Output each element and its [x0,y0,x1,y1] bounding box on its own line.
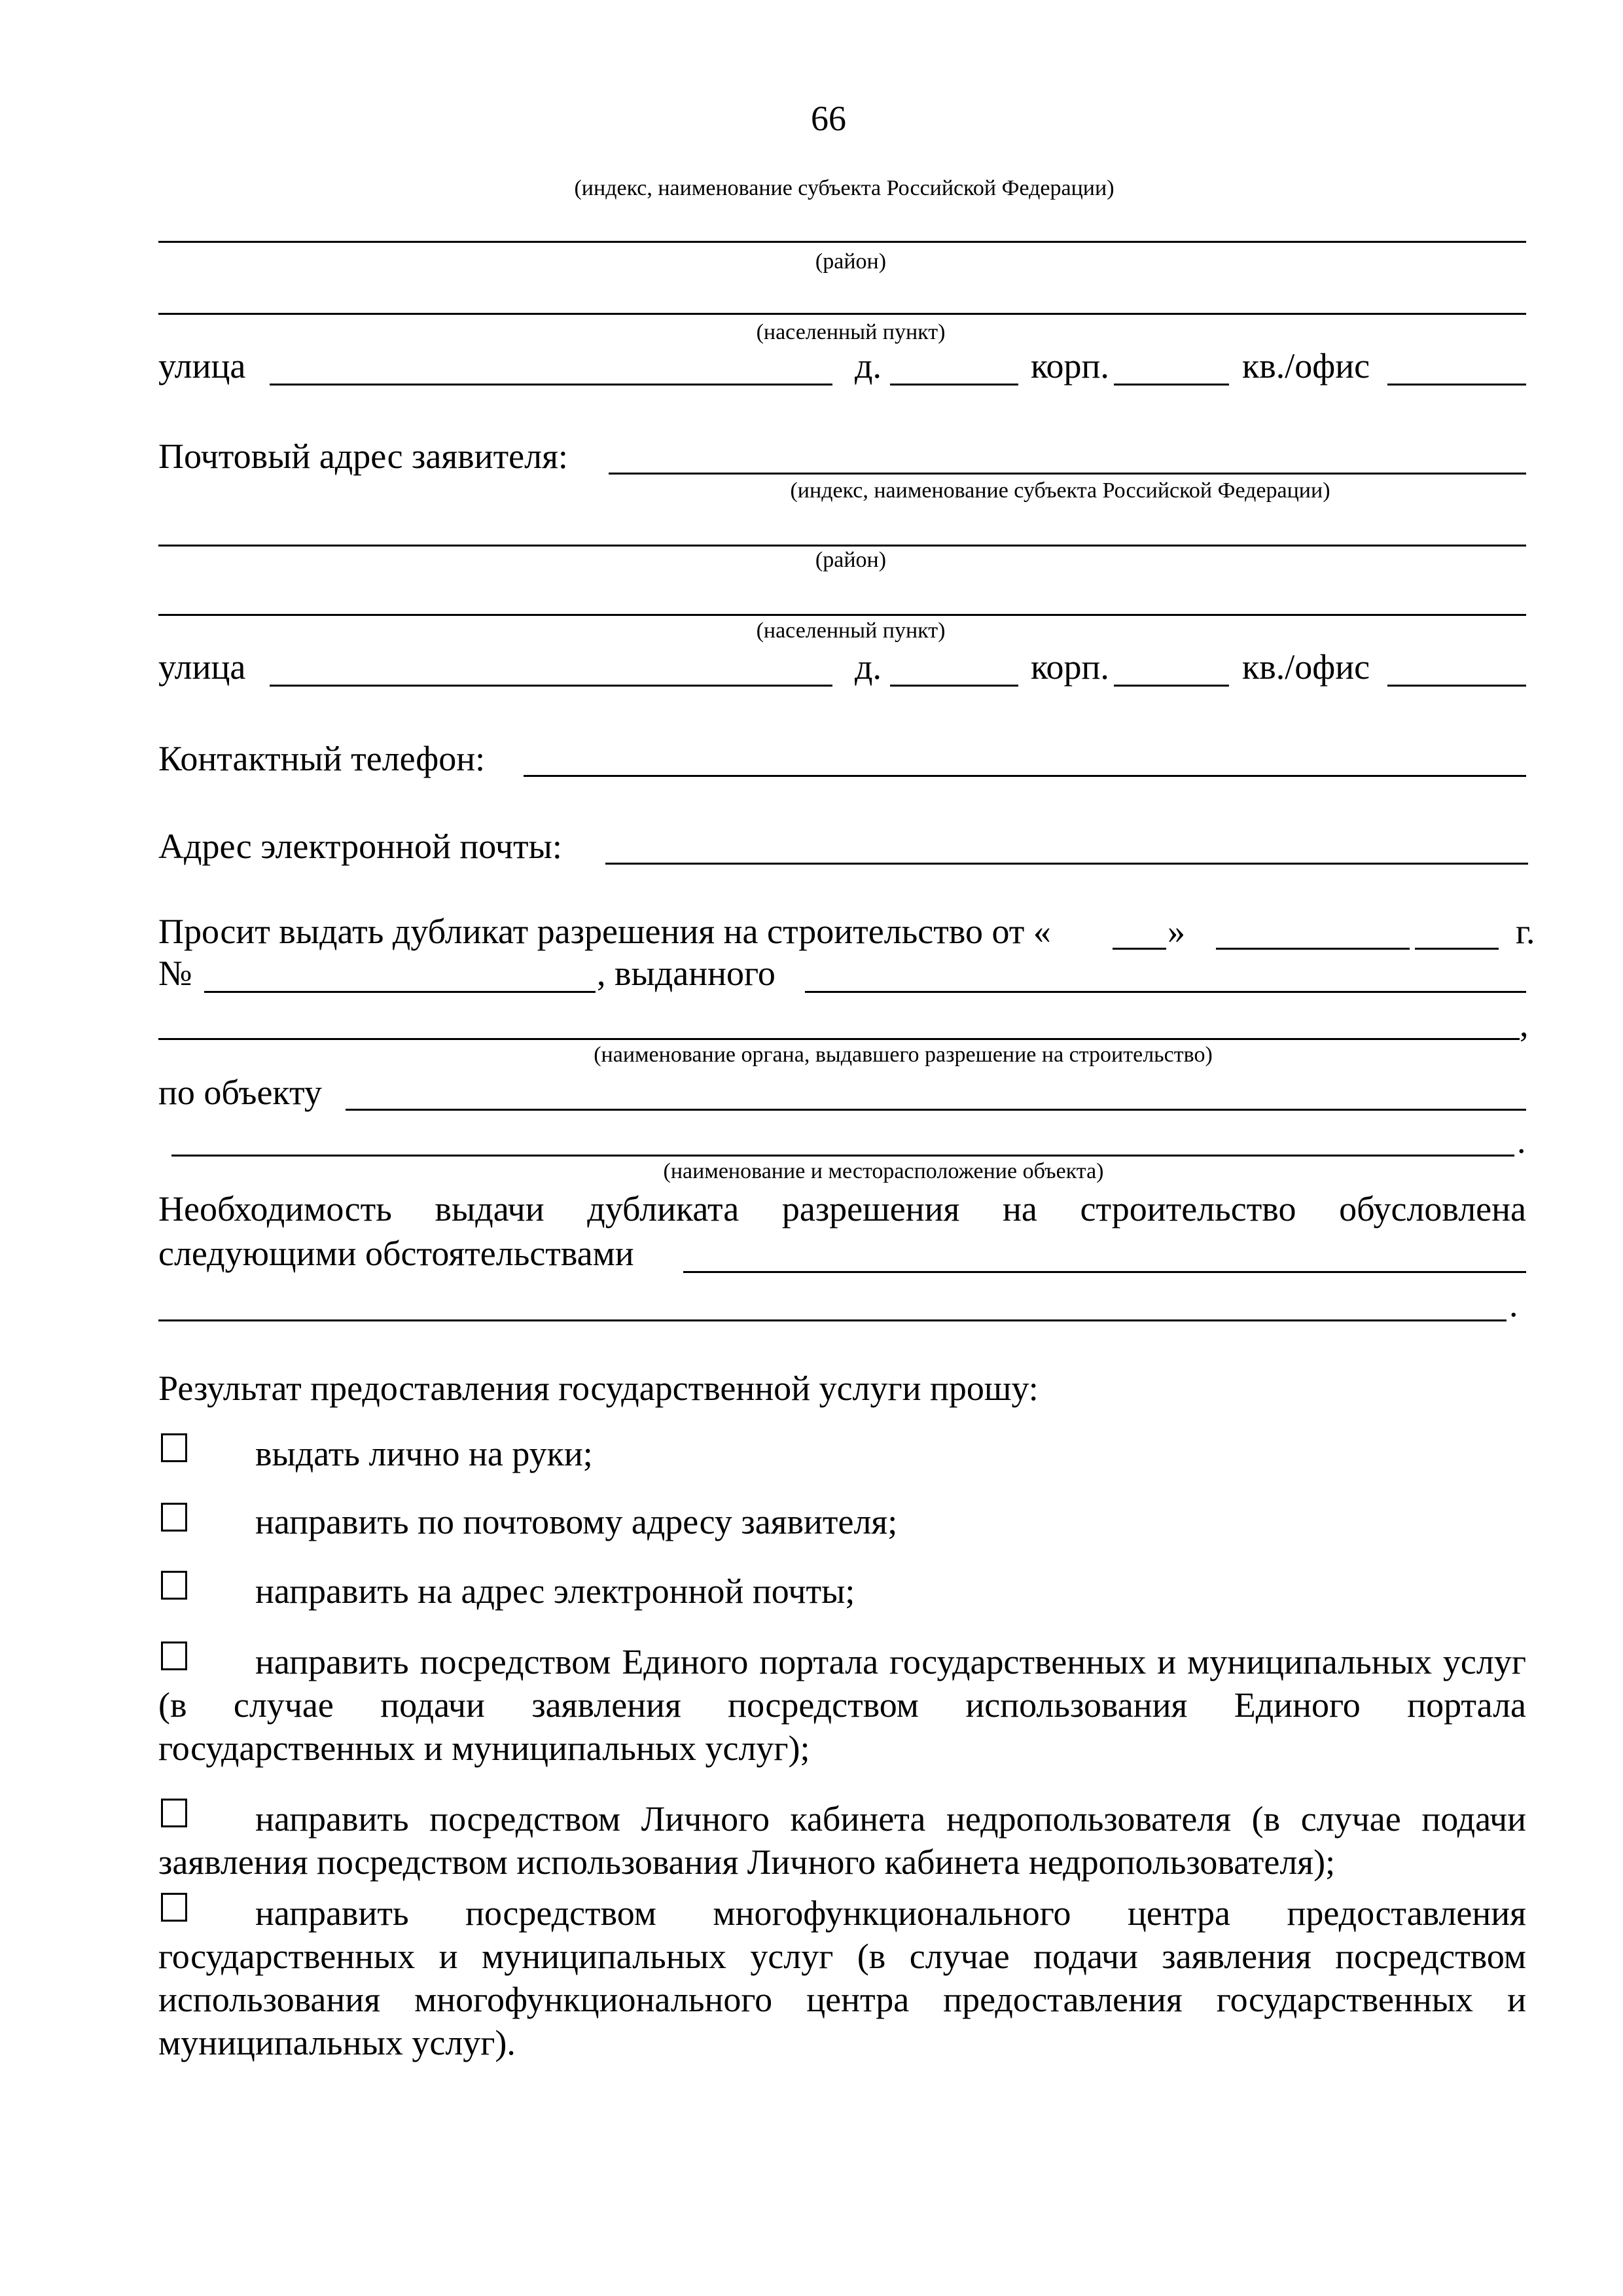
caption-subject: (индекс, наименование субъекта Российской Федерации) [574,176,1115,200]
object-field-2[interactable] [171,1155,1514,1157]
issued-by-field-2[interactable] [158,1038,1520,1040]
request-month-field[interactable] [1216,948,1410,950]
field-district-2[interactable] [158,545,1526,547]
building-label: корп. [1031,346,1109,386]
caption-locality: (населенный пункт) [756,320,946,344]
reason-text-2: следующими обстоятельствами [158,1234,634,1273]
email-label: Адрес электронной почты: [158,827,562,866]
field-locality-2[interactable] [158,614,1526,616]
number-sign: № [158,954,192,993]
option-2-checkbox[interactable] [161,1503,187,1532]
house-label: д. [855,346,882,386]
option-5-text: направить посредством Личного кабинета недропользователя (в случае подачи заявления посредством использования Личного кабинета недропользователя); [158,1799,1526,1882]
field-locality-1[interactable] [158,313,1526,315]
reason-field[interactable] [683,1271,1526,1273]
option-1-text: выдать лично на руки; [255,1434,593,1473]
permit-number-field[interactable] [204,991,596,993]
request-text: Просит выдать дубликат разрешения на строительство от « [158,912,1051,951]
reason-period: . [1509,1285,1518,1324]
caption-postal-district: (район) [815,548,887,572]
object-label: по объекту [158,1073,322,1112]
option-3-text: направить на адрес электронной почты; [255,1571,855,1611]
caption-organ: (наименование органа, выдавшего разрешение на строительство) [594,1043,1213,1067]
email-field[interactable] [605,863,1528,865]
object-period: . [1517,1121,1526,1160]
option-1-checkbox[interactable] [161,1433,187,1462]
option-2-text: направить по почтовому адресу заявителя; [255,1502,898,1541]
house-field[interactable] [890,384,1018,386]
apt-label: кв./офис [1242,346,1370,386]
postal-address-field[interactable] [609,473,1526,475]
postal-house-field[interactable] [890,685,1018,687]
postal-apt-field[interactable] [1387,685,1526,687]
postal-house-label: д. [855,647,882,687]
request-year-field[interactable] [1415,948,1499,950]
postal-street-field[interactable] [270,685,832,687]
postal-apt-label: кв./офис [1242,647,1370,687]
building-field[interactable] [1114,384,1229,386]
option-4-text: направить посредством Единого портала государственных и муниципальных услуг (в случае подачи заявления посредством использования Единого портала государственных и муниципальных услуг); [158,1642,1526,1768]
apt-field[interactable] [1387,384,1526,386]
quote-close: » [1168,912,1185,951]
phone-label: Контактный телефон: [158,739,486,778]
object-field[interactable] [346,1109,1526,1111]
postal-building-field[interactable] [1114,685,1229,687]
phone-field[interactable] [524,775,1526,777]
reason-text-1: Необходимость выдачи дубликата разрешения на строительство обусловлена [158,1189,1526,1229]
option-3-checkbox[interactable] [161,1571,187,1600]
option-6-text: направить посредством многофункционального центра предоставления государственных и муниципальных услуг (в случае подачи заявления посредством использования многофункционального центра предоставления государственных и муниципальных услуг). [158,1893,1526,2062]
postal-building-label: корп. [1031,647,1109,687]
postal-address-label: Почтовый адрес заявителя: [158,437,568,476]
issued-label: , выданного [597,954,776,993]
caption-postal-subject: (индекс, наименование субъекта Российской Федерации) [790,478,1330,503]
caption-district: (район) [815,249,887,274]
issued-by-field[interactable] [805,991,1526,993]
postal-street-label: улица [158,647,246,687]
caption-postal-locality: (населенный пункт) [756,619,946,643]
caption-object: (наименование и месторасположение объекта) [663,1159,1104,1183]
year-label: г. [1516,912,1535,951]
request-day-field[interactable] [1113,948,1166,950]
page-number: 66 [811,99,846,138]
result-heading: Результат предоставления государственной услуги прошу: [158,1369,1039,1408]
comma: , [1520,1005,1529,1044]
reason-field-2[interactable] [158,1319,1507,1321]
field-district-1[interactable] [158,241,1526,243]
street-label: улица [158,346,246,386]
street-field[interactable] [270,384,832,386]
